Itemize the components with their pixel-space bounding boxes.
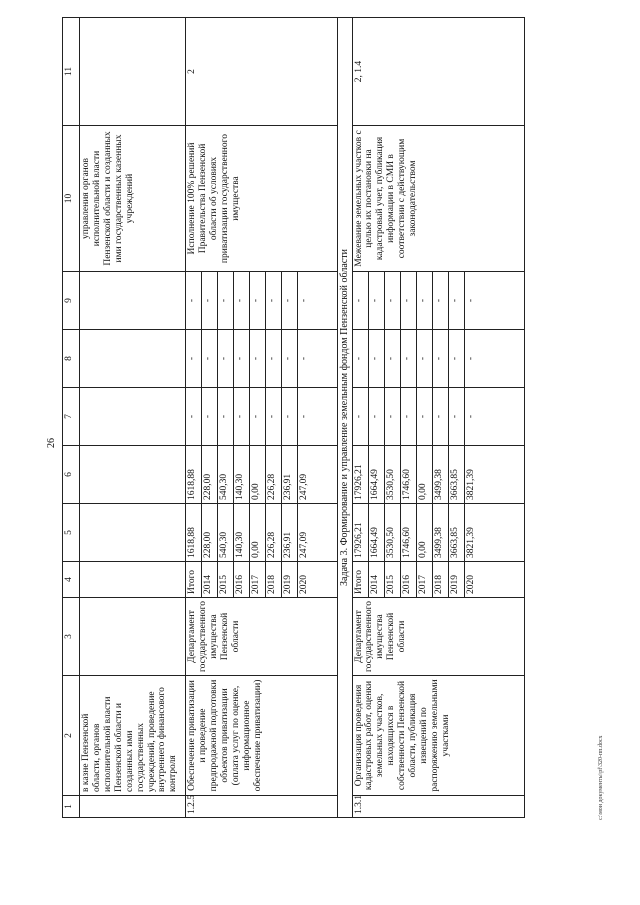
value-cell: 1664,49 [368,446,384,504]
value-cell: - [416,388,432,446]
year-cell: Итого [352,562,368,598]
value-cell: - [186,330,202,388]
value-cell: - [448,388,464,446]
value-cell: - [400,272,416,330]
value-cell: - [448,272,464,330]
cell [80,272,186,330]
value-cell: - [250,330,266,388]
value-cell: - [416,330,432,388]
item-number: 1.3.1 [352,796,524,818]
year-cell: 2019 [282,562,298,598]
value-cell: - [298,272,338,330]
item-number: 1.2.5 [186,796,338,818]
header-cell: 8 [63,330,80,388]
value-cell: 1746,60 [400,504,416,562]
value-cell: - [282,272,298,330]
year-cell: 2015 [218,562,234,598]
value-cell: 3663,85 [448,504,464,562]
value-cell: - [266,272,282,330]
year-cell: 2017 [250,562,266,598]
task-row [338,18,353,818]
value-cell: 3821,39 [464,504,524,562]
cell [80,18,186,126]
value-cell: 540,30 [218,446,234,504]
year-cell: 2015 [384,562,400,598]
value-cell: - [400,330,416,388]
value-cell: - [218,388,234,446]
value-cell: - [368,330,384,388]
header-cell: 4 [63,562,80,598]
item-name: Организация проведения кадастровых работ, оценки земельных участков, находящихся в собственности Пензенской области, публикация извещений по распоряжению земельными участками [352,676,524,796]
cell [80,446,186,504]
value-cell: - [432,388,448,446]
year-cell: 2016 [400,562,416,598]
value-cell: - [464,330,524,388]
footer-file-path: c:\мои документы\pf\320-пп.docx [598,735,604,820]
value-cell: - [266,330,282,388]
value-cell: 228,00 [202,446,218,504]
value-cell: - [352,272,368,330]
value-cell: - [368,272,384,330]
value-cell: - [202,272,218,330]
value-cell: 3821,39 [464,446,524,504]
cell [80,562,186,598]
year-cell: 2014 [368,562,384,598]
header-cell: 9 [63,272,80,330]
value-cell: 247,09 [298,504,338,562]
value-cell: - [282,330,298,388]
value-cell: 0,00 [250,504,266,562]
header-cell: 5 [63,504,80,562]
value-cell: - [202,388,218,446]
value-cell: - [298,330,338,388]
value-cell: - [400,388,416,446]
value-cell: - [384,388,400,446]
header-row [63,18,80,818]
year-cell: 2017 [416,562,432,598]
table-row [186,18,202,818]
value-cell: 17926,21 [352,446,368,504]
value-cell: 0,00 [416,446,432,504]
value-cell: 236,91 [282,504,298,562]
value-cell: - [218,330,234,388]
value-cell: - [186,272,202,330]
value-cell: - [384,272,400,330]
value-cell: - [266,388,282,446]
year-cell: 2020 [464,562,524,598]
value-cell: 3499,38 [432,504,448,562]
table-row [352,18,368,818]
value-cell: 1618,88 [186,504,202,562]
value-cell: 1746,60 [400,446,416,504]
value-cell: - [416,272,432,330]
value-cell: 0,00 [416,504,432,562]
value-cell: 3499,38 [432,446,448,504]
item-result: Исполнение 100% решений Правительства Пензенской области об условиях приватизации государственного имущества [186,126,338,272]
year-cell: 2018 [266,562,282,598]
continuation-result: управления органов исполнительной власти Пензенской области и созданных ими государственных казенных учреждений [80,126,186,272]
value-cell: 140,30 [234,446,250,504]
year-cell: 2014 [202,562,218,598]
value-cell: 228,00 [202,504,218,562]
header-cell: 10 [63,126,80,272]
value-cell: - [352,330,368,388]
value-cell: - [448,330,464,388]
document-sheet [62,18,640,818]
value-cell: - [298,388,338,446]
year-cell: Итого [186,562,202,598]
value-cell: 540,30 [218,504,234,562]
value-cell: - [282,388,298,446]
task-heading: Задача 3. Формирование и управление земельным фондом Пензенской области [338,18,353,818]
year-cell: 2019 [448,562,464,598]
value-cell: 3530,50 [384,504,400,562]
item-indicator: 2 [186,18,338,126]
item-indicator: 2, 1.4 [352,18,524,126]
value-cell: 3663,85 [448,446,464,504]
value-cell: 140,30 [234,504,250,562]
value-cell: 3530,50 [384,446,400,504]
value-cell: - [234,388,250,446]
value-cell: - [234,272,250,330]
value-cell: 226,28 [266,504,282,562]
value-cell: 1618,88 [186,446,202,504]
year-cell: 2020 [298,562,338,598]
cell [80,504,186,562]
value-cell: - [234,330,250,388]
item-name: Обеспечение приватизации и проведение предпродажной подготовки объектов приватизации (оплата услуг по оценке, информационное обеспечение приватизации) [186,676,338,796]
value-cell: 236,91 [282,446,298,504]
item-result: Межевание земельных участков с целью их постановки на кадастровый учет, публикация информации в СМИ в соответствии с действующим законодательством [352,126,524,272]
header-cell: 6 [63,446,80,504]
header-cell: 7 [63,388,80,446]
cell [80,330,186,388]
header-cell: 11 [63,18,80,126]
value-cell: - [432,330,448,388]
continuation-row [80,18,186,818]
continuation-name: в казне Пензенской области, органов исполнительной власти Пензенской области и созданных ими государственных учреждений, проведение внутреннего финансового контроля [80,676,186,796]
item-executor: Департамент государственного имущества Пензенской области [352,598,524,676]
header-cell: 3 [63,598,80,676]
value-cell: - [352,388,368,446]
value-cell: 1664,49 [368,504,384,562]
value-cell: - [202,330,218,388]
header-cell: 1 [63,796,80,818]
value-cell: - [368,388,384,446]
value-cell: - [384,330,400,388]
value-cell: - [432,272,448,330]
page-number: 26 [46,438,57,448]
value-cell: - [218,272,234,330]
value-cell: - [250,388,266,446]
cell [80,796,186,818]
cell [80,598,186,676]
value-cell: - [464,272,524,330]
value-cell: 0,00 [250,446,266,504]
value-cell: - [464,388,524,446]
rotated-table-wrapper [62,18,640,818]
program-table [62,17,525,818]
value-cell: - [250,272,266,330]
item-executor: Департамент государственного имущества Пензенской области [186,598,338,676]
year-cell: 2018 [432,562,448,598]
header-cell: 2 [63,676,80,796]
value-cell: 17926,21 [352,504,368,562]
value-cell: - [186,388,202,446]
value-cell: 247,09 [298,446,338,504]
value-cell: 226,28 [266,446,282,504]
year-cell: 2016 [234,562,250,598]
cell [80,388,186,446]
